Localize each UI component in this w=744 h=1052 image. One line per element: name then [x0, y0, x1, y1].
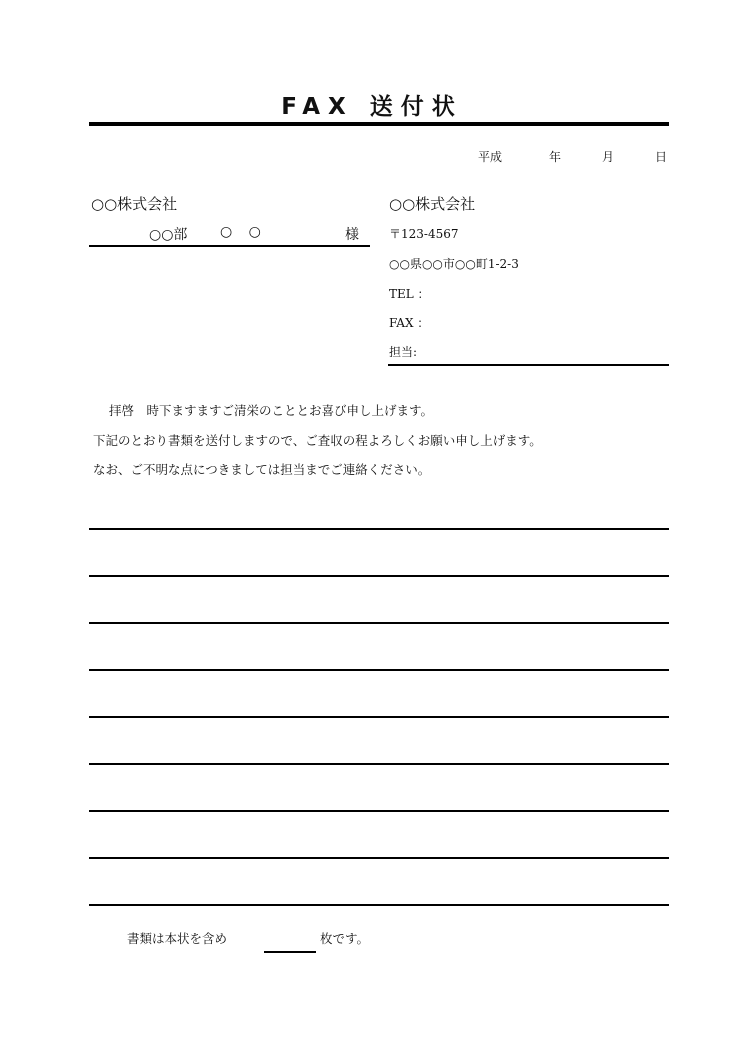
recipient-line — [89, 224, 369, 244]
sender-contact-label: 担当: — [389, 345, 418, 359]
date-day: 日 — [655, 150, 668, 164]
greeting-line: 拝啓 時下ますますご清栄のこととお喜び申し上げます。 — [109, 403, 434, 418]
sender-underline — [388, 364, 669, 366]
page-title: FAX 送付状 — [281, 94, 463, 120]
greeting-line: 下記のとおり書類を送付しますので、ご査収の程よろしくお願い申し上げます。 — [93, 433, 542, 448]
recipient-honorific: 様 — [345, 227, 359, 243]
sender-postal: 〒123-4567 — [389, 227, 459, 241]
recipient-name: ○ ○ — [220, 224, 261, 240]
date-year: 年 — [549, 150, 562, 164]
recipient-underline — [89, 245, 370, 247]
writing-line — [89, 528, 669, 530]
recipient-company: ○○株式会社 — [91, 195, 178, 213]
writing-line — [89, 716, 669, 718]
writing-line — [89, 763, 669, 765]
title-underline — [89, 122, 669, 126]
writing-line — [89, 904, 669, 906]
writing-line — [89, 575, 669, 577]
sender-fax-label: FAX ： — [389, 316, 430, 330]
page-count-prefix: 書類は本状を含め — [127, 931, 228, 946]
date-month: 月 — [602, 150, 615, 164]
page-count-blank — [264, 951, 316, 953]
writing-line — [89, 669, 669, 671]
recipient-department: ○○部 — [149, 227, 188, 243]
sender-tel-label: TEL ： — [389, 287, 430, 301]
sender-company: ○○株式会社 — [389, 195, 476, 213]
date-era: 平成 — [478, 150, 503, 164]
writing-line — [89, 857, 669, 859]
date-row — [0, 148, 744, 166]
page-count-suffix: 枚です。 — [320, 931, 370, 946]
writing-line — [89, 810, 669, 812]
greeting-line: なお、ご不明な点につきましては担当までご連絡ください。 — [93, 462, 431, 477]
writing-line — [89, 622, 669, 624]
sender-address: ○○県○○市○○町1-2-3 — [389, 257, 519, 271]
